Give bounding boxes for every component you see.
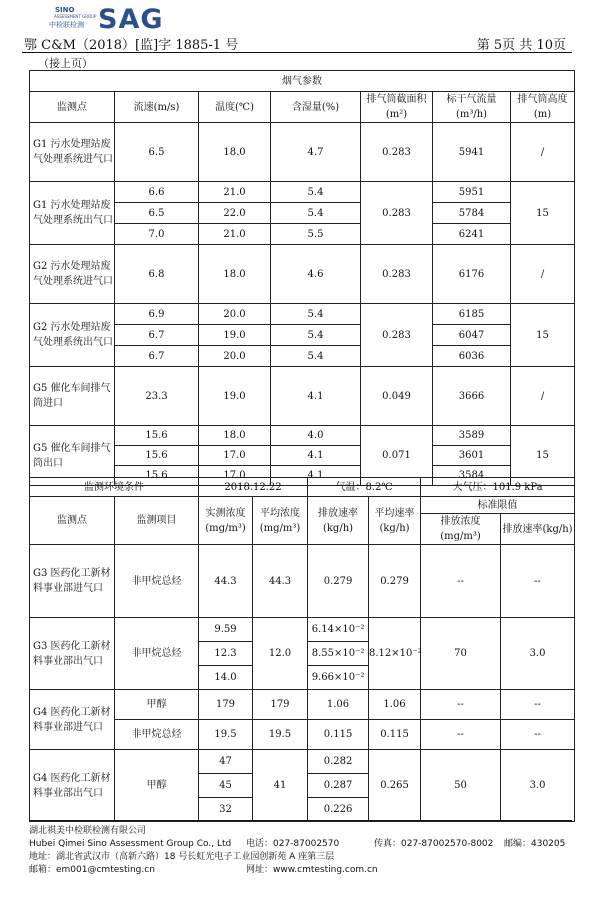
- column-header: 监测点: [30, 497, 115, 545]
- temperature-cell: 18.0: [199, 123, 271, 182]
- footer: [29, 820, 572, 877]
- flow-rate-cell: 5941: [433, 123, 511, 182]
- table-row: [30, 426, 575, 446]
- table-row: [30, 92, 575, 123]
- table-row: [30, 478, 575, 497]
- emission-rate: 1.06: [308, 690, 369, 720]
- column-header: 排放速率(kg/h): [308, 497, 369, 545]
- limit-concentration: --: [421, 545, 501, 618]
- temperature-cell: 17.0: [199, 446, 271, 466]
- measured-concentration: 32: [199, 798, 253, 822]
- table-row: [30, 690, 575, 720]
- emission-rate: 0.226: [308, 798, 369, 822]
- monitoring-point: G2 污水处理站废气处理系统出气口: [30, 304, 115, 367]
- flow-rate-cell: 6047: [433, 325, 511, 346]
- temperature-cell: 21.0: [199, 182, 271, 203]
- average-concentration: 179: [253, 690, 308, 720]
- emission-rate: 0.279: [308, 545, 369, 618]
- table-row: [30, 367, 575, 426]
- continued-note: （接上页）: [38, 57, 93, 70]
- emission-rate: 0.287: [308, 774, 369, 798]
- emission-rate: 0.282: [308, 750, 369, 774]
- average-rate: 0.265: [369, 750, 421, 822]
- stack-height-cell: /: [511, 123, 575, 182]
- average-rate: 0.115: [369, 720, 421, 750]
- column-header: 流速(m/s): [115, 92, 199, 123]
- table-row: [30, 545, 575, 618]
- humidity-cell: 4.6: [271, 245, 361, 304]
- column-header: 实测浓度(mg/m³): [199, 497, 253, 545]
- velocity-cell: 6.8: [115, 245, 199, 304]
- flow-rate-cell: 3601: [433, 446, 511, 466]
- column-header: 含湿量(%): [271, 92, 361, 123]
- column-header: 监测项目: [115, 497, 199, 545]
- column-header: 标干气流量(m³/h): [433, 92, 511, 123]
- flow-rate-cell: 6185: [433, 304, 511, 325]
- humidity-cell: 5.5: [271, 224, 361, 245]
- column-header: 平均速率(kg/h): [369, 497, 421, 545]
- temperature-cell: 20.0: [199, 304, 271, 325]
- measured-concentration: 47: [199, 750, 253, 774]
- temperature-cell: 19.0: [199, 367, 271, 426]
- conditions-date: 2018.12.22: [199, 478, 308, 497]
- footer-email: 邮箱：em001@cmtesting.cn: [29, 865, 155, 875]
- velocity-cell: 6.5: [115, 123, 199, 182]
- footer-fax: 传真：027-87002570-8002: [374, 839, 494, 849]
- stack-area-cell: 0.283: [361, 304, 433, 367]
- column-header: 排放浓度(mg/m³): [421, 514, 501, 545]
- column-header: 温度(℃): [199, 92, 271, 123]
- document-number: 鄂 C&M（2018）[监]字 1885-1 号: [24, 38, 239, 53]
- section-title: 烟气参数: [30, 71, 575, 92]
- humidity-cell: 5.4: [271, 182, 361, 203]
- temperature-cell: 20.0: [199, 346, 271, 367]
- limit-rate: --: [501, 690, 575, 720]
- average-concentration: 41: [253, 750, 308, 822]
- emission-rate: 0.115: [308, 720, 369, 750]
- monitoring-point: G5 催化车间排气筒进口: [30, 367, 115, 426]
- logo-sag-text: SAG: [98, 4, 164, 35]
- stack-area-cell: 0.071: [361, 426, 433, 486]
- flow-rate-cell: 6036: [433, 346, 511, 367]
- limit-concentration: 50: [421, 750, 501, 822]
- monitoring-point: G3 医药化工新材料事业部出气口: [30, 618, 115, 690]
- stack-area-cell: 0.283: [361, 123, 433, 182]
- limit-rate: --: [501, 545, 575, 618]
- flow-rate-cell: 5951: [433, 182, 511, 203]
- conditions-temperature: 气温：8.2℃: [308, 478, 421, 497]
- monitoring-item: 甲醇: [115, 750, 199, 822]
- temperature-cell: 17.0: [199, 466, 271, 486]
- stack-area-cell: 0.283: [361, 245, 433, 304]
- humidity-cell: 4.1: [271, 466, 361, 486]
- humidity-cell: 5.4: [271, 346, 361, 367]
- monitoring-item: 非甲烷总烃: [115, 720, 199, 750]
- humidity-cell: 4.1: [271, 367, 361, 426]
- temperature-cell: 18.0: [199, 245, 271, 304]
- logo-sino-text: SINO: [55, 6, 75, 14]
- emission-results-table: [29, 477, 575, 822]
- limit-concentration: --: [421, 720, 501, 750]
- limit-concentration: --: [421, 690, 501, 720]
- temperature-cell: 22.0: [199, 203, 271, 224]
- velocity-cell: 6.7: [115, 346, 199, 367]
- average-concentration: 19.5: [253, 720, 308, 750]
- velocity-cell: 23.3: [115, 367, 199, 426]
- column-header: 标准限值: [421, 497, 575, 514]
- measured-concentration: 45: [199, 774, 253, 798]
- monitoring-item: 非甲烷总烃: [115, 545, 199, 618]
- velocity-cell: 15.6: [115, 426, 199, 446]
- logo-assessment-text: ASSESSMENT GROUP: [54, 14, 97, 19]
- monitoring-point: G2 污水处理站废气处理系统进气口: [30, 245, 115, 304]
- monitoring-item: 非甲烷总烃: [115, 618, 199, 690]
- column-header: 排气筒截面积(m²): [361, 92, 433, 123]
- column-header: 监测点: [30, 92, 115, 123]
- average-concentration: 12.0: [253, 618, 308, 690]
- footer-website: 网址：www.cmtesting.com.cn: [246, 865, 378, 875]
- measured-concentration: 14.0: [199, 666, 253, 690]
- velocity-cell: 6.5: [115, 203, 199, 224]
- monitoring-point: G4 医药化工新材料事业部进气口: [30, 690, 115, 750]
- stack-height-cell: /: [511, 245, 575, 304]
- average-rate: 1.06: [369, 690, 421, 720]
- monitoring-point: G5 催化车间排气筒出口: [30, 426, 115, 486]
- monitoring-point: G3 医药化工新材料事业部进气口: [30, 545, 115, 618]
- footer-address: 地址：湖北省武汉市（高新六路）18 号长虹光电子工业园创新苑 A 座第三层: [29, 852, 335, 862]
- limit-rate: 3.0: [501, 618, 575, 690]
- page-number: 第 5页 共 10页: [476, 38, 566, 53]
- flow-rate-cell: 5784: [433, 203, 511, 224]
- monitoring-item: 甲醇: [115, 690, 199, 720]
- table-row: [30, 71, 575, 92]
- conditions-pressure: 大气压：101.9 kPa: [421, 478, 575, 497]
- velocity-cell: 15.6: [115, 446, 199, 466]
- humidity-cell: 4.7: [271, 123, 361, 182]
- footer-zip: 邮编：430205: [504, 839, 566, 849]
- average-concentration: 44.3: [253, 545, 308, 618]
- measured-concentration: 44.3: [199, 545, 253, 618]
- temperature-cell: 21.0: [199, 224, 271, 245]
- table-row: [30, 245, 575, 304]
- flow-rate-cell: 3584: [433, 466, 511, 486]
- measured-concentration: 12.3: [199, 642, 253, 666]
- column-header: 排放速率(kg/h): [501, 514, 575, 545]
- humidity-cell: 5.4: [271, 325, 361, 346]
- temperature-cell: 19.0: [199, 325, 271, 346]
- measured-concentration: 179: [199, 690, 253, 720]
- velocity-cell: 6.9: [115, 304, 199, 325]
- humidity-cell: 5.4: [271, 203, 361, 224]
- table-row: [30, 497, 575, 514]
- emission-rate: 8.55×10⁻²: [308, 642, 369, 666]
- flow-rate-cell: 6176: [433, 245, 511, 304]
- humidity-cell: 5.4: [271, 304, 361, 325]
- velocity-cell: 7.0: [115, 224, 199, 245]
- table-row: [30, 618, 575, 642]
- monitoring-point: G1 污水处理站废气处理系统进气口: [30, 123, 115, 182]
- table-row: [30, 182, 575, 203]
- table-row: [30, 123, 575, 182]
- stack-height-cell: 15: [511, 182, 575, 245]
- footer-divider: [29, 820, 572, 821]
- footer-company-en: Hubei Qimei Sino Assessment Group Co., Ltd: [29, 839, 232, 849]
- flue-gas-parameters-table: [29, 70, 575, 486]
- stack-area-cell: 0.049: [361, 367, 433, 426]
- table-row: [30, 750, 575, 774]
- header-divider: [22, 52, 572, 53]
- limit-rate: --: [501, 720, 575, 750]
- footer-tel: 电话：027-87002570: [246, 839, 340, 849]
- conditions-label: 监测环境条件: [30, 478, 199, 497]
- stack-height-cell: 15: [511, 426, 575, 486]
- temperature-cell: 18.0: [199, 426, 271, 446]
- stack-area-cell: 0.283: [361, 182, 433, 245]
- emission-rate: 9.66×10⁻²: [308, 666, 369, 690]
- monitoring-point: G1 污水处理站废气处理系统出气口: [30, 182, 115, 245]
- column-header: 平均浓度(mg/m³): [253, 497, 308, 545]
- footer-company: 湖北祺美中检联检测有限公司: [29, 826, 147, 836]
- average-rate: 8.12×10⁻²: [369, 618, 421, 690]
- emission-rate: 6.14×10⁻²: [308, 618, 369, 642]
- stack-height-cell: 15: [511, 304, 575, 367]
- measured-concentration: 9.59: [199, 618, 253, 642]
- velocity-cell: 6.6: [115, 182, 199, 203]
- measured-concentration: 19.5: [199, 720, 253, 750]
- humidity-cell: 4.0: [271, 426, 361, 446]
- humidity-cell: 4.1: [271, 446, 361, 466]
- column-header: 排气筒高度(m): [511, 92, 575, 123]
- flow-rate-cell: 6241: [433, 224, 511, 245]
- velocity-cell: 6.7: [115, 325, 199, 346]
- logo-chinese-text: 中检联检测: [49, 21, 84, 29]
- average-rate: 0.279: [369, 545, 421, 618]
- monitoring-point: G4 医药化工新材料事业部出气口: [30, 750, 115, 822]
- velocity-cell: 15.6: [115, 466, 199, 486]
- limit-concentration: 70: [421, 618, 501, 690]
- limit-rate: 3.0: [501, 750, 575, 822]
- flow-rate-cell: 3589: [433, 426, 511, 446]
- stack-height-cell: /: [511, 367, 575, 426]
- table-row: [30, 304, 575, 325]
- flow-rate-cell: 3666: [433, 367, 511, 426]
